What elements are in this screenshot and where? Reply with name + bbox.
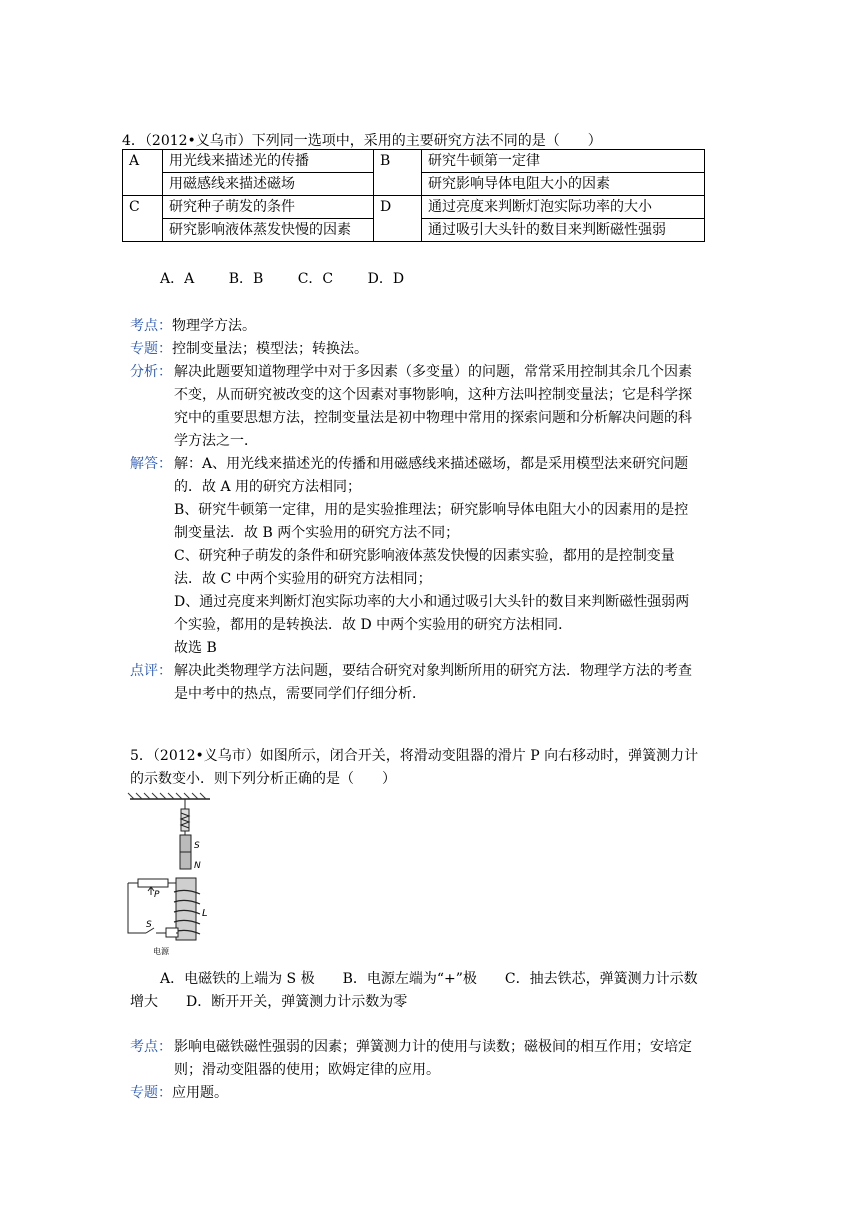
dianping-tag: 点评： <box>130 663 172 679</box>
option-c-label: C <box>123 196 163 242</box>
q5-kaodian-line-1: 影响电磁铁磁性强弱的因素；弹簧测力计的使用与读数；磁极间的相互作用；安培定 <box>174 1039 692 1055</box>
q5-kaodian-line-2: 则；滑动变阻器的使用；欧姆定律的应用。 <box>174 1062 440 1078</box>
jieda-line-7: D、通过亮度来判断灯泡实际功率的大小和通过吸引大头针的数目来判断磁性强弱两 <box>174 594 690 610</box>
zhuanti-tag: 专题： <box>130 341 172 357</box>
fenxi-tag: 分析： <box>130 364 172 380</box>
zhuanti-text: 控制变量法；模型法；转换法。 <box>172 341 368 357</box>
figure-label-coil: L <box>202 908 208 919</box>
choice-c: C．C <box>297 271 334 287</box>
kaodian-tag: 考点： <box>130 318 172 334</box>
answer-choices <box>160 268 434 288</box>
dianping-line-1: 解决此类物理学方法问题，要结合研究对象判断所用的研究方法．物理学方法的考查 <box>174 663 692 679</box>
question-5-title-line-2: 的示数变小．则下列分析正确的是（ ） <box>130 771 396 787</box>
q5-zhuanti-tag: 专题： <box>130 1085 172 1101</box>
jieda-line-9: 故选 B <box>174 640 217 656</box>
option-b-item-1: 研究牛顿第一定律 <box>422 150 705 173</box>
q5-zhuanti-row <box>130 1082 228 1102</box>
choice-b: B．B <box>228 271 264 287</box>
question-5-choices-line-2: 增大 D．断开开关，弹簧测力计示数为零 <box>130 994 408 1010</box>
question-5-title-line-1: 5．（2012•义乌市）如图所示，闭合开关，将滑动变阻器的滑片 P 向右移动时，弹簧测力计 <box>130 748 699 764</box>
fenxi-line-3: 究中的重要思想方法，控制变量法是初中物理中常用的探索问题和分析解决问题的科 <box>174 410 692 426</box>
kaodian-text: 物理学方法。 <box>172 318 256 334</box>
fenxi-line-2: 不变，从而研究被改变的这个因素对事物影响，这种方法叫控制变量法；它是科学探 <box>174 387 692 403</box>
option-d-item-1: 通过亮度来判断灯泡实际功率的大小 <box>422 196 705 219</box>
fenxi-line-4: 学方法之一． <box>174 433 258 449</box>
zhuanti-row <box>130 338 368 358</box>
option-a-label: A <box>123 150 163 196</box>
jieda-tag: 解答： <box>130 456 172 472</box>
figure-label-slider-p: P <box>154 890 160 900</box>
kaodian-row <box>130 315 256 335</box>
choice-d: D．D <box>367 271 405 287</box>
figure-label-power-source: 电源 <box>153 947 169 956</box>
option-a-item-2: 用磁感线来描述磁场 <box>163 173 374 196</box>
jieda-line-6: 法．故 C 中两个实验用的研究方法相同； <box>174 571 432 587</box>
option-c-item-2: 研究影响液体蒸发快慢的因素 <box>163 219 374 242</box>
fenxi-line-1: 解决此题要知道物理学中对于多因素（多变量）的问题，常常采用控制其余几个因素 <box>174 364 692 380</box>
figure-label-n-pole: N <box>194 861 201 871</box>
q5-zhuanti-text: 应用题。 <box>172 1085 228 1101</box>
options-table <box>122 149 705 242</box>
jieda-line-8: 个实验，都用的是转换法．故 D 中两个实验用的研究方法相同． <box>174 617 573 633</box>
electromagnet-circuit-figure <box>124 792 220 960</box>
option-c-item-1: 研究种子萌发的条件 <box>163 196 374 219</box>
option-b-item-2: 研究影响导体电阻大小的因素 <box>422 173 705 196</box>
jieda-line-5: C、研究种子萌发的条件和研究影响液体蒸发快慢的因素实验，都用的是控制变量 <box>174 548 675 564</box>
dianping-line-2: 是中考中的热点，需要同学们仔细分析． <box>174 686 426 702</box>
option-d-label: D <box>374 196 422 242</box>
figure-label-switch: S <box>146 920 152 930</box>
question-5-choices-line-1: A．电磁铁的上端为 S 极 B．电源左端为“+”极 C．抽去铁芯，弹簧测力计示数 <box>160 971 698 987</box>
option-d-item-2: 通过吸引大头针的数目来判断磁性强弱 <box>422 219 705 242</box>
option-b-label: B <box>374 150 422 196</box>
option-a-item-1: 用光线来描述光的传播 <box>163 150 374 173</box>
figure-label-s-pole: S <box>194 841 200 851</box>
jieda-line-2: 的．故 A 用的研究方法相同； <box>174 479 362 495</box>
choice-a: A．A <box>160 271 195 287</box>
question-4-title: 4．（2012•义乌市）下列同一选项中，采用的主要研究方法不同的是（ ） <box>122 133 602 149</box>
jieda-line-3: B、研究牛顿第一定律，用的是实验推理法；研究影响导体电阻大小的因素用的是控 <box>174 502 689 518</box>
jieda-line-4: 制变量法．故 B 两个实验用的研究方法不同； <box>174 525 460 541</box>
q5-kaodian-tag: 考点： <box>130 1039 172 1055</box>
jieda-line-1: 解：A、用光线来描述光的传播和用磁感线来描述磁场，都是采用模型法来研究问题 <box>174 456 689 472</box>
